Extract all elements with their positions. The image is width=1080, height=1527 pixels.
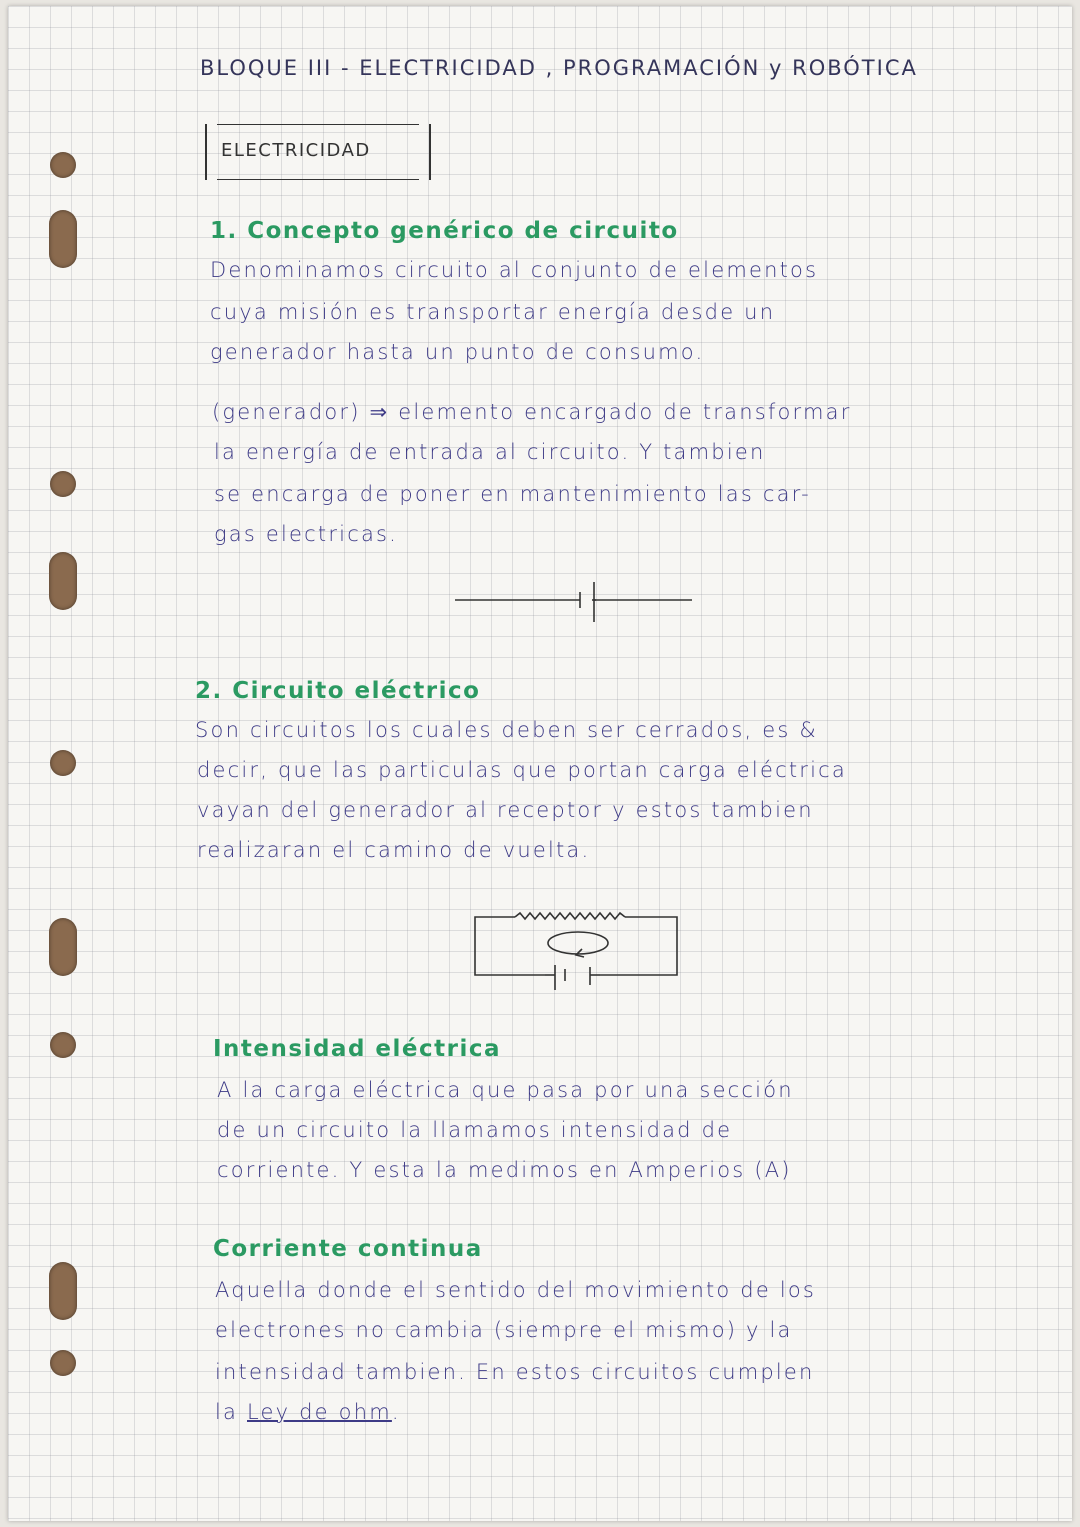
binder-hole [50, 471, 76, 497]
text-line: (generador) ⇒ elemento encargado de transformar [212, 400, 852, 424]
binder-hole [50, 152, 76, 178]
binder-hole [49, 1262, 77, 1320]
heading-1: 1. Concepto genérico de circuito [210, 218, 679, 244]
heading-2: 2. Circuito eléctrico [195, 678, 481, 704]
heading-3: Intensidad eléctrica [213, 1036, 502, 1062]
binder-hole [50, 750, 76, 776]
text-fragment: la [215, 1400, 239, 1424]
text-line: Son circuitos los cuales deben ser cerrados, es & [195, 718, 818, 742]
section-box [205, 124, 431, 180]
text-line: Denominamos circuito al conjunto de elementos [210, 258, 819, 282]
text-line: realizaran el camino de vuelta. [197, 838, 591, 862]
section-box-label: ELECTRICIDAD [221, 140, 371, 161]
text-line: vayan del generador al receptor y estos tambien [197, 798, 814, 822]
ley-de-ohm-term: Ley de ohm [247, 1400, 392, 1424]
text-fragment: . [391, 1400, 401, 1424]
text-line: decir, que las particulas que portan carga eléctrica [197, 758, 847, 782]
battery-symbol-icon [450, 580, 700, 625]
text-line: gas electricas. [214, 522, 399, 546]
text-line: A la carga eléctrica que pasa por una sección [217, 1078, 794, 1102]
text-line: se encarga de poner en mantenimiento las car- [214, 482, 811, 506]
closed-circuit-icon [470, 905, 685, 995]
text-line: generador hasta un punto de consumo. [210, 340, 705, 364]
binder-hole [50, 1032, 76, 1058]
text-line [215, 1400, 401, 1424]
heading-4: Corriente continua [213, 1236, 483, 1262]
binder-hole [49, 918, 77, 976]
binder-hole [49, 210, 77, 268]
text-line: la energía de entrada al circuito. Y tambien [214, 440, 766, 464]
binder-hole [50, 1350, 76, 1376]
text-line: corriente. Y esta la medimos en Amperios (A) [217, 1158, 792, 1182]
text-line: intensidad tambien. En estos circuitos cumplen [215, 1360, 815, 1384]
text-line: de un circuito la llamamos intensidad de [217, 1118, 733, 1142]
text-line: cuya misión es transportar energía desde un [210, 300, 776, 324]
page-title: BLOQUE III - ELECTRICIDAD , PROGRAMACIÓN y ROBÓTICA [200, 56, 918, 80]
text-line: Aquella donde el sentido del movimiento de los [215, 1278, 817, 1302]
text-line: electrones no cambia (siempre el mismo) y la [215, 1318, 793, 1342]
binder-hole [49, 552, 77, 610]
